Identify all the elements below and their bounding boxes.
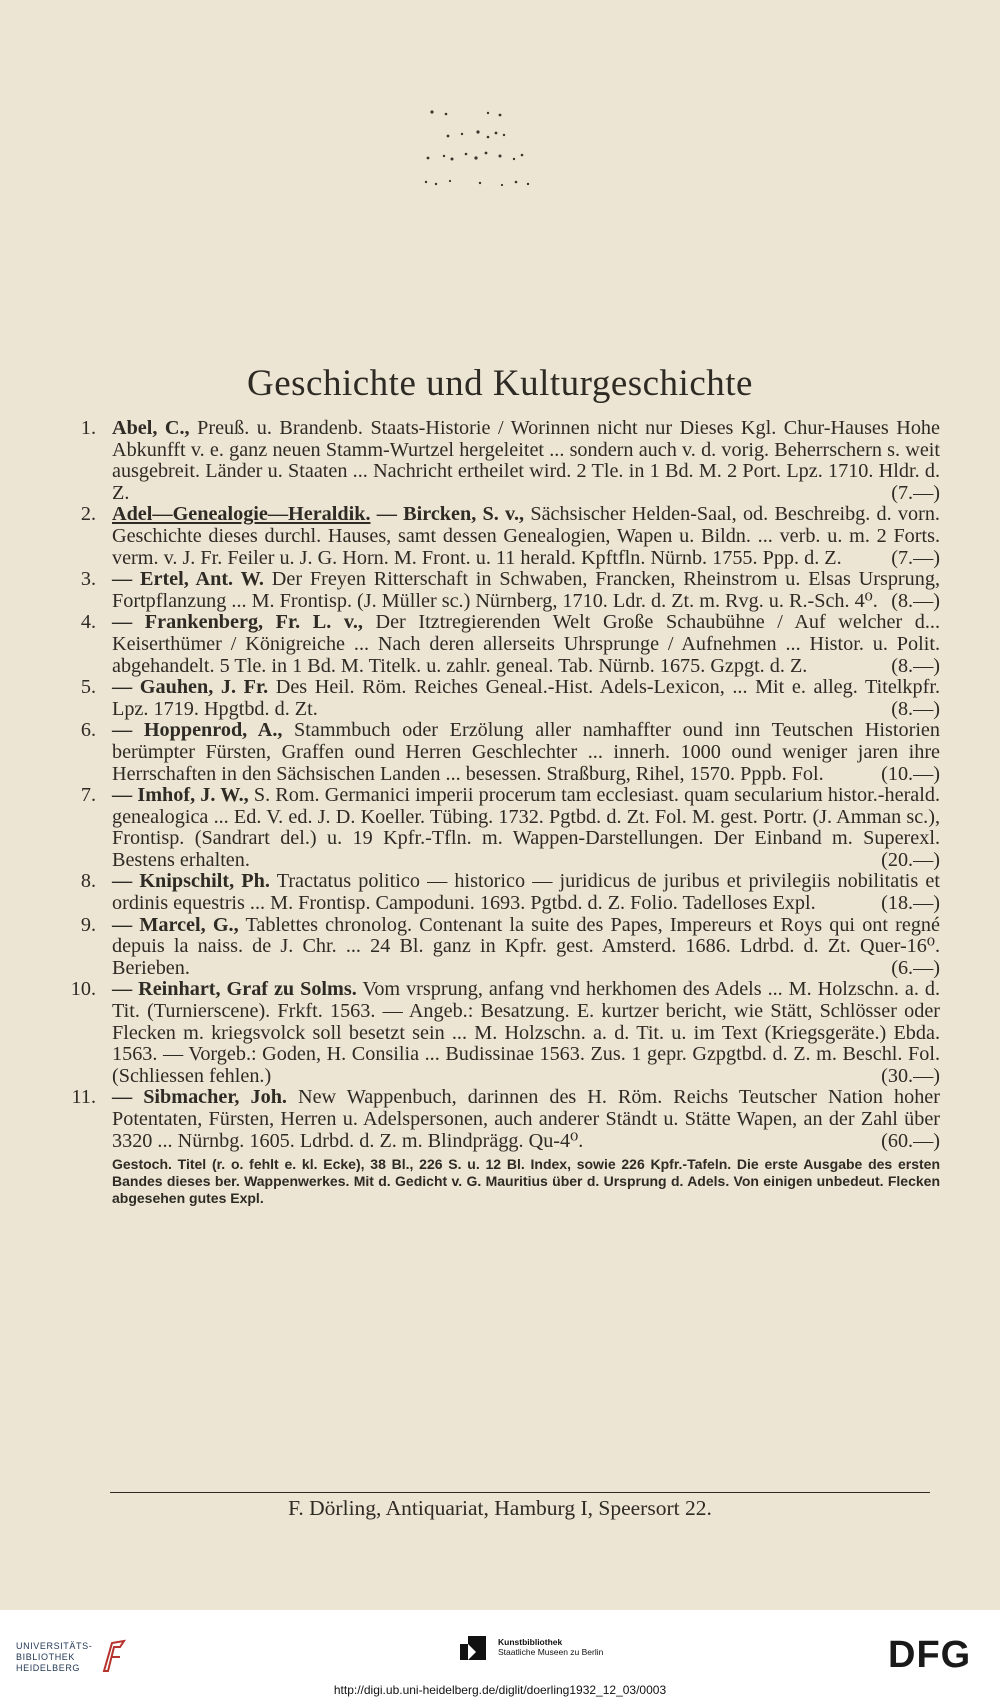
entry-text: Tablettes chronolog. Contenant la suite des Papes, Impereurs et Roys qui ont regné depuis la naiss. de J. Chr. ... 24 Bl. ganz in Kpfr. gest. Amsterd. 1686. Ldrbd. d. Zt. Quer-16⁰. Berieben. (112, 913, 940, 979)
section-heading: Adel—Genealogie—Heraldik. (112, 503, 371, 526)
entry-author: Abel, C., (112, 417, 190, 439)
entry-author: — Frankenberg, Fr. L. v., (112, 611, 363, 634)
entry-price: (7.—) (891, 481, 940, 504)
entry-number: 9. (80, 913, 96, 936)
kunstbibliothek-subtitle: Staatliche Museen zu Berlin (498, 1647, 604, 1657)
entry-author: — Imhof, J. W., (112, 784, 249, 807)
entry-author: — Ertel, Ant. W. (112, 568, 264, 591)
university-name: UNIVERSITÄTS- BIBLIOTHEK HEIDELBERG (16, 1640, 93, 1673)
entry-price: (60.—) (881, 1129, 940, 1152)
entry-text: Stammbuch oder Erzölung aller namhaffter ound inn Teutschen Historien berümpter Fürsten, Graffen ound Herren Geschlechter ... innerh. 1000 ound weniger jaren ihre Herrschaften in den Sächsischen Landen ... besessen. Straßburg, Rihel, 1570. Pppb. Fol. (112, 719, 940, 785)
entry-text: Preuß. u. Brandenb. Staats-Historie / Worinnen nicht nur Dieses Kgl. Chur-Hauses Hohe Abkunfft v. e. ganz neuen Stamm-Wurtzel hergeleitet ... sondern auch v. d. vorig. Beherrschern s. weit ausgebreit. Länder u. Staaten ... Nachricht ertheilet wird. 2 Tle. in 1 Bd. M. 2 Port. Lpz. 1710. Hldr. d. Z. (112, 417, 940, 504)
entry-price: (7.—) (891, 546, 940, 569)
kunstbibliothek-emblem-icon (458, 1632, 488, 1662)
entry-author: — Knipschilt, Ph. (112, 870, 270, 893)
dfg-logo[interactable]: DFG (888, 1634, 972, 1676)
page-title: Geschichte und Kulturgeschichte (247, 363, 753, 404)
university-library-logo[interactable] (16, 1637, 128, 1677)
catalog-entry (60, 915, 940, 980)
entry-author: — Reinhart, Graf zu Solms. (112, 978, 357, 1001)
catalog-entry (60, 1087, 940, 1152)
entry-number: 2. (80, 503, 96, 526)
catalog-entries (60, 418, 940, 1207)
entry-price: (8.—) (891, 697, 940, 720)
catalog-entry (60, 569, 940, 612)
entry-number: 3. (80, 568, 96, 591)
entry-text: Der Freyen Ritterschaft in Schwaben, Francken, Rheinstrom u. Elsas Ursprung, Fortpflanzung ... M. Frontisp. (J. Müller sc.) Nürnberg, 1710. Ldr. d. Zt. m. Rvg. u. R.-Sch. 4⁰. (112, 568, 940, 612)
entry-text: Vom vrsprung, anfang vnd herkhomen des Adels ... M. Holzschn. a. d. Tit. (Turnierscene). Frkft. 1563. — Angeb.: Besatzung. E. kurtzer bericht, wie Stätt, Schlösser oder Flecken m. kriegsvolck soll besetzt sein ... M. Holzschn. a. d. Tit. u. im Text (Kriegsgeräte.) Ebda. 1563. — Vorgeb.: Goden, H. Consilia ... Budissinae 1563. Zus. 1 gepr. Gzpgtbd. d. Z. m. Beschl. Fol. (Schliessen fehlen.) (112, 978, 940, 1087)
entry-number: 1. (80, 417, 96, 439)
entry-price: (20.—) (881, 848, 940, 871)
entry-number: 8. (80, 870, 96, 893)
catalog-entry (60, 979, 940, 1087)
entry-author: — Gauhen, J. Fr. (112, 676, 269, 699)
kunstbibliothek-name: Kunstbibliothek (498, 1637, 563, 1647)
entry-price: (10.—) (881, 762, 940, 785)
catalog-entry (60, 612, 940, 677)
entry-text: Tractatus politico — historico — juridicus de juribus et privilegiis nobilitatis et ordinis equestris ... M. Frontisp. Campoduni. 1693. Pgtbd. d. Z. Folio. Tadelloses Expl. (112, 870, 940, 915)
entry-text: S. Rom. Germanici imperii procerum tam ecclesiast. quam secularium histor.-herald. genealogica ... Ed. V. ed. J. D. Koeller. Tübing. 1732. Pgtbd. d. Zt. Fol. M. gest. Portr. (J. Amman sc.), Frontisp. (Sandrart del.) u. 19 Kpfr.-Tfln. m. Wappen-Darstellungen. Der Einband m. Superexl. Bestens erhalten. (112, 784, 940, 871)
entry-price: (30.—) (881, 1064, 940, 1087)
entry-text: Des Heil. Röm. Reiches Geneal.-Hist. Adels-Lexicon, ... Mit e. alleg. Titelkpfr. Lpz. 1719. Hpgtbd. d. Zt. (112, 676, 940, 720)
entry-price: (18.—) (881, 892, 940, 915)
kunstbibliothek-logo[interactable] (458, 1632, 603, 1662)
entry-author: — Hoppenrod, A., (112, 719, 283, 742)
entry-author: — Marcel, G., (112, 913, 239, 936)
entry-price: (8.—) (891, 654, 940, 677)
entry-number: 10. (70, 978, 96, 1001)
catalog-entry (60, 720, 940, 785)
catalog-entry (60, 418, 940, 504)
footer-rule (110, 1492, 930, 1493)
entry-text: Der Itztregierenden Welt Große Schaubühne / Auf welcher d... Keiserthümer / Königreiche ... Nach deren allerseits Uhrsprunge / Aufnehmen ... Histor. u. Polit. abgehandelt. 5 Tle. in 1 Bd. M. Titelk. u. zahlr. geneal. Tab. Nürnb. 1675. Gzpgt. d. Z. (112, 611, 940, 677)
entry-author: — Bircken, S. v., (376, 503, 525, 526)
entry-text: Sächsischer Helden-Saal, od. Beschreibg. d. vorn. Geschichte dieses durchl. Hauses, samt dessen Genealogien, Wapen u. Bildn. ... verb. u. m. 2 Forts. verm. v. J. Fr. Feiler u. J. G. Horn. M. Front. u. 11 herald. Kpftfln. Nürnb. 1755. Ppp. d. Z. (112, 503, 940, 569)
publisher-footer: F. Dörling, Antiquariat, Hamburg I, Speersort 22. (288, 1496, 712, 1520)
catalog-entry (60, 504, 940, 569)
catalog-entry (60, 677, 940, 720)
heidelberg-emblem-icon (98, 1637, 128, 1677)
entry-number: 7. (80, 784, 96, 807)
entry-note: Gestoch. Titel (r. o. fehlt e. kl. Ecke), 38 Bl., 226 S. u. 12 Bl. Index, sowie 226 Kpfr.-Tafeln. Die erste Ausgabe des ersten Bandes dieses ber. Wappenwerkes. Mit d. Gedicht v. G. Mauritius über d. Ursprung d. Adels. Von einigen unbedeut. Flecken abgesehen gutes Expl. (112, 1156, 940, 1207)
entry-number: 11. (71, 1086, 96, 1109)
entry-text: New Wappenbuch, darinnen des H. Röm. Reichs Teutscher Nation hoher Potentaten, Fürsten, Herren u. Adelspersonen, auch anderer Ständt u. Stätte Wapen, an der Zahl über 3320 ... Nürnbg. 1605. Ldrbd. d. Z. m. Blindprägg. Qu-4⁰. (112, 1086, 940, 1152)
catalog-entry (60, 871, 940, 914)
entry-price: (6.—) (891, 956, 940, 979)
entry-price: (8.—) (891, 589, 940, 612)
entry-number: 4. (80, 611, 96, 634)
stamp-specks (418, 106, 568, 192)
source-url[interactable]: http://digi.ub.uni-heidelberg.de/diglit/doerling1932_12_03/0003 (333, 1683, 667, 1697)
entry-number: 6. (80, 719, 96, 742)
entry-author: — Sibmacher, Joh. (112, 1086, 287, 1109)
entry-number: 5. (80, 676, 96, 699)
catalog-entry (60, 785, 940, 871)
